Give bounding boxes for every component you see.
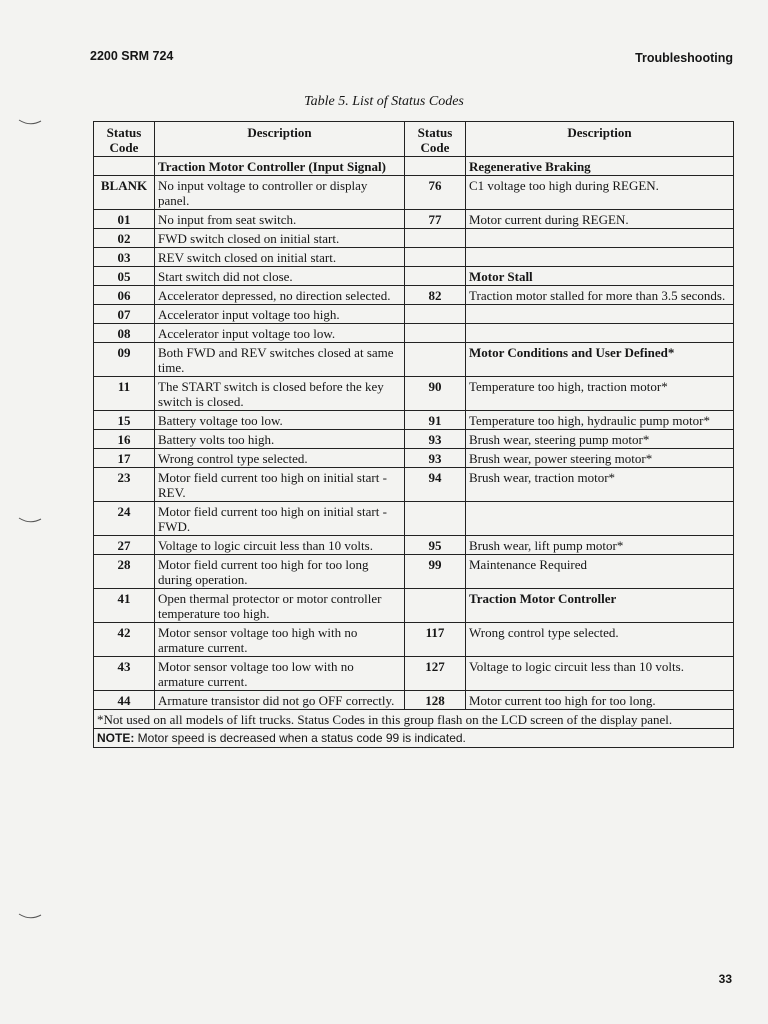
status-code-cell: 27: [94, 536, 155, 555]
description-cell: Voltage to logic circuit less than 10 volts.: [466, 657, 734, 691]
table-row: [94, 324, 734, 343]
status-code-cell: 93: [405, 449, 466, 468]
status-code-cell: 02: [94, 229, 155, 248]
status-code-cell: 09: [94, 343, 155, 377]
table-row: [94, 229, 734, 248]
description-cell: Brush wear, lift pump motor*: [466, 536, 734, 555]
table-row: [94, 449, 734, 468]
description-cell: Motor sensor voltage too low with no armature current.: [155, 657, 405, 691]
header-description: Description: [466, 122, 734, 157]
status-code-cell: 03: [94, 248, 155, 267]
description-cell: No input from seat switch.: [155, 210, 405, 229]
description-cell: Regenerative Braking: [466, 157, 734, 176]
status-code-cell: 05: [94, 267, 155, 286]
description-cell: The START switch is closed before the key switch is closed.: [155, 377, 405, 411]
table-row: [94, 691, 734, 710]
status-code-cell: [94, 157, 155, 176]
status-code-cell: 07: [94, 305, 155, 324]
page-number: 33: [718, 972, 732, 986]
status-code-cell: 42: [94, 623, 155, 657]
table-row: [94, 248, 734, 267]
description-cell: [466, 305, 734, 324]
status-code-cell: [405, 343, 466, 377]
status-code-cell: 76: [405, 176, 466, 210]
status-code-cell: 90: [405, 377, 466, 411]
table-row: [94, 157, 734, 176]
status-code-cell: 95: [405, 536, 466, 555]
table-header-row: [94, 122, 734, 157]
description-cell: Both FWD and REV switches closed at same time.: [155, 343, 405, 377]
margin-binding-mark: [18, 912, 42, 920]
status-code-cell: 28: [94, 555, 155, 589]
status-code-cell: [405, 324, 466, 343]
status-code-cell: 43: [94, 657, 155, 691]
status-code-table: [93, 121, 734, 748]
description-cell: Motor field current too high on initial start - FWD.: [155, 502, 405, 536]
table-row: [94, 411, 734, 430]
status-code-cell: 91: [405, 411, 466, 430]
status-code-cell: 41: [94, 589, 155, 623]
table-row: [94, 623, 734, 657]
status-code-cell: 06: [94, 286, 155, 305]
description-cell: Accelerator depressed, no direction selected.: [155, 286, 405, 305]
description-cell: [466, 229, 734, 248]
description-cell: [466, 324, 734, 343]
status-code-cell: 117: [405, 623, 466, 657]
description-cell: Temperature too high, hydraulic pump motor*: [466, 411, 734, 430]
note-row: [94, 729, 734, 748]
table-row: [94, 468, 734, 502]
description-cell: Maintenance Required: [466, 555, 734, 589]
status-code-cell: [405, 305, 466, 324]
table-row: [94, 589, 734, 623]
description-cell: Brush wear, steering pump motor*: [466, 430, 734, 449]
status-code-cell: [405, 502, 466, 536]
description-cell: Brush wear, traction motor*: [466, 468, 734, 502]
description-cell: Wrong control type selected.: [466, 623, 734, 657]
description-cell: Traction Motor Controller: [466, 589, 734, 623]
note-text: Motor speed is decreased when a status code 99 is indicated.: [134, 731, 466, 745]
description-cell: Accelerator input voltage too high.: [155, 305, 405, 324]
description-cell: Start switch did not close.: [155, 267, 405, 286]
table-row: [94, 657, 734, 691]
description-cell: Wrong control type selected.: [155, 449, 405, 468]
status-code-cell: [405, 248, 466, 267]
header-status-code: Status Code: [405, 122, 466, 157]
status-code-cell: [405, 229, 466, 248]
table-row: [94, 343, 734, 377]
section-title: Troubleshooting: [635, 51, 733, 65]
header-description: Description: [155, 122, 405, 157]
status-code-cell: 15: [94, 411, 155, 430]
header-status-code: Status Code: [94, 122, 155, 157]
description-cell: Motor field current too high on initial start - REV.: [155, 468, 405, 502]
status-code-cell: 128: [405, 691, 466, 710]
status-code-cell: [405, 157, 466, 176]
table-row: [94, 210, 734, 229]
footnote-row: [94, 710, 734, 729]
status-code-cell: 24: [94, 502, 155, 536]
status-code-cell: 127: [405, 657, 466, 691]
table-row: [94, 377, 734, 411]
note-label: NOTE:: [97, 731, 135, 745]
description-cell: Motor sensor voltage too high with no armature current.: [155, 623, 405, 657]
manual-code: 2200 SRM 724: [90, 49, 174, 63]
description-cell: Motor current during REGEN.: [466, 210, 734, 229]
status-code-cell: 08: [94, 324, 155, 343]
note: [94, 729, 734, 748]
table-row: [94, 176, 734, 210]
footnote: *Not used on all models of lift trucks. Status Codes in this group flash on the LCD screen of the display panel.: [94, 710, 734, 729]
status-code-cell: BLANK: [94, 176, 155, 210]
table-row: [94, 267, 734, 286]
table-row: [94, 430, 734, 449]
description-cell: [466, 248, 734, 267]
description-cell: Motor field current too high for too long during operation.: [155, 555, 405, 589]
description-cell: Battery voltage too low.: [155, 411, 405, 430]
description-cell: Battery volts too high.: [155, 430, 405, 449]
description-cell: Brush wear, power steering motor*: [466, 449, 734, 468]
table-row: [94, 502, 734, 536]
description-cell: Motor current too high for too long.: [466, 691, 734, 710]
table-row: [94, 536, 734, 555]
table-row: [94, 555, 734, 589]
description-cell: Accelerator input voltage too low.: [155, 324, 405, 343]
status-code-cell: 16: [94, 430, 155, 449]
description-cell: Armature transistor did not go OFF correctly.: [155, 691, 405, 710]
description-cell: Motor Conditions and User Defined*: [466, 343, 734, 377]
status-code-cell: [405, 589, 466, 623]
description-cell: No input voltage to controller or display panel.: [155, 176, 405, 210]
description-cell: Open thermal protector or motor controller temperature too high.: [155, 589, 405, 623]
status-code-cell: 99: [405, 555, 466, 589]
margin-binding-mark: [18, 516, 42, 524]
table-caption: Table 5. List of Status Codes: [304, 94, 464, 109]
description-cell: Temperature too high, traction motor*: [466, 377, 734, 411]
status-code-cell: 01: [94, 210, 155, 229]
description-cell: Motor Stall: [466, 267, 734, 286]
description-cell: Traction motor stalled for more than 3.5 seconds.: [466, 286, 734, 305]
description-cell: [466, 502, 734, 536]
status-code-cell: 17: [94, 449, 155, 468]
description-cell: C1 voltage too high during REGEN.: [466, 176, 734, 210]
status-code-cell: 77: [405, 210, 466, 229]
description-cell: Traction Motor Controller (Input Signal): [155, 157, 405, 176]
status-code-cell: [405, 267, 466, 286]
table-row: [94, 305, 734, 324]
status-code-cell: 23: [94, 468, 155, 502]
status-code-cell: 44: [94, 691, 155, 710]
status-code-cell: 94: [405, 468, 466, 502]
table-row: [94, 286, 734, 305]
status-code-cell: 82: [405, 286, 466, 305]
description-cell: REV switch closed on initial start.: [155, 248, 405, 267]
status-code-cell: 93: [405, 430, 466, 449]
status-code-cell: 11: [94, 377, 155, 411]
description-cell: FWD switch closed on initial start.: [155, 229, 405, 248]
description-cell: Voltage to logic circuit less than 10 volts.: [155, 536, 405, 555]
margin-binding-mark: [18, 118, 42, 126]
